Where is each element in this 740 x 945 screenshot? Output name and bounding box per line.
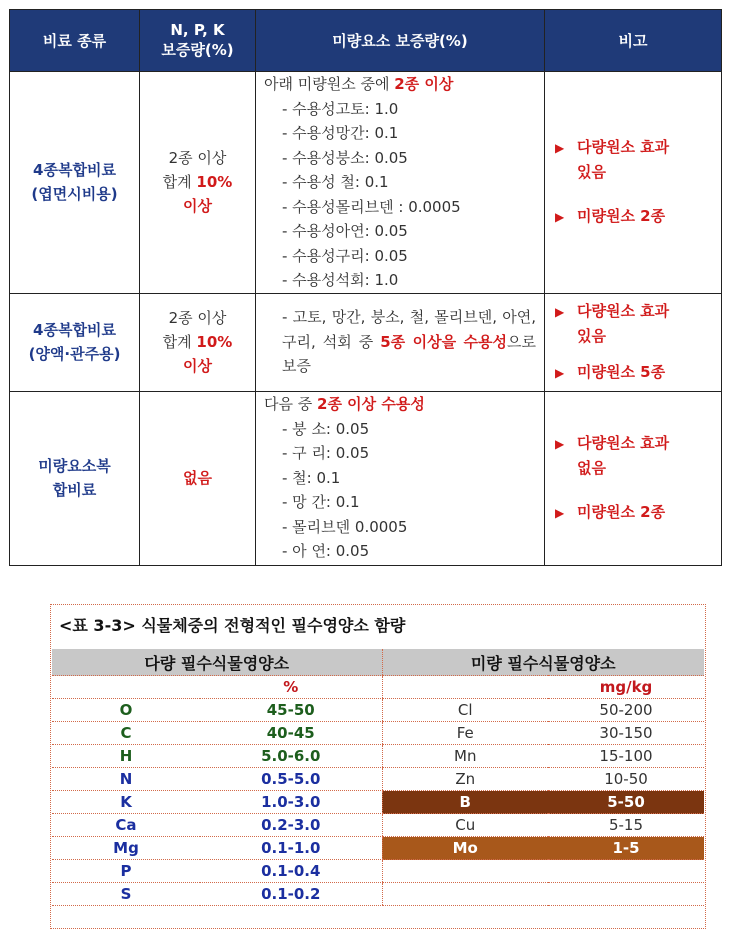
micro-para-red: 5종 이상을 수용성 (380, 332, 507, 351)
macro-header: 다량 필수식물영양소 (52, 649, 382, 676)
micro-item: - 몰리브덴 0.0005 (282, 517, 408, 536)
type-line: 합비료 (52, 481, 97, 499)
micro-item: - 붕 소: 0.05 (282, 419, 370, 438)
npk-cell (140, 391, 256, 565)
macro-value: 40-45 (200, 722, 382, 745)
micro-header: 미량 필수식물영양소 (382, 649, 704, 676)
header-npk-line2: 보증량(%) (161, 41, 234, 59)
nutrient-row (52, 768, 704, 791)
type-cell (10, 293, 140, 391)
note-line (555, 204, 715, 229)
macro-value: 45-50 (200, 699, 382, 722)
note-text: 미량원소 2종 (577, 207, 666, 226)
micro-intro-text: 아래 미량원소 중에 (264, 75, 390, 93)
micro-cell (256, 293, 545, 391)
triangle-right-icon: ▶ (555, 305, 565, 319)
header-npk (140, 10, 256, 72)
note-text: 다량원소 효과 (577, 138, 670, 157)
micro-element (382, 883, 548, 906)
macro-element: Mg (52, 837, 200, 860)
note-line (555, 299, 715, 324)
micro-item: - 망 간: 0.1 (282, 493, 360, 512)
type-line: 4종복합비료 (33, 161, 116, 180)
note-line (555, 431, 715, 456)
note-text: 미량원소 2종 (577, 503, 666, 521)
micro-intro (264, 72, 536, 97)
macro-element: P (52, 860, 200, 883)
micro-unit: mg/kg (548, 676, 704, 699)
micro-item: - 수용성망간: 0.1 (282, 124, 399, 142)
micro-intro-red: 2종 이상 (394, 75, 454, 93)
fertilizer-row (10, 391, 722, 565)
note-line: 있음 (577, 327, 606, 345)
micro-value (548, 883, 704, 906)
triangle-right-icon: ▶ (555, 366, 565, 380)
macro-element: N (52, 768, 200, 791)
fertilizer-table (9, 9, 722, 566)
note-line (555, 500, 715, 525)
nutrient-row (52, 745, 704, 768)
nutrient-row (52, 883, 704, 906)
type-line: 미량요소복 (38, 457, 111, 475)
micro-para-post: 으로 보증 (282, 332, 536, 376)
micro-intro-red: 2종 이상 수용성 (317, 395, 425, 414)
type-line: (엽면시비용) (31, 185, 118, 204)
micro-para-text: - 고토, 망간, 붕소, 철, 몰리브덴, 아연, 구리, 석회 중 (282, 308, 536, 351)
npk-line: 없음 (183, 469, 212, 487)
note-cell (545, 72, 722, 294)
micro-item: - 수용성붕소: 0.05 (282, 148, 408, 167)
micro-item: - 아 연: 0.05 (282, 542, 370, 561)
note-cell (545, 293, 722, 391)
nutrient-row (52, 791, 704, 814)
fertilizer-row (10, 293, 722, 391)
fertilizer-header-row (10, 10, 722, 72)
note-text: 미량원소 5종 (577, 363, 666, 381)
micro-paragraph (264, 305, 536, 379)
triangle-right-icon: ▶ (555, 437, 565, 451)
micro-cell (256, 391, 545, 565)
npk-line: 이상 (183, 357, 212, 375)
micro-cell (256, 72, 545, 294)
npk-text: 합계 (162, 333, 192, 351)
npk-cell (140, 72, 256, 294)
macro-unit: % (200, 676, 382, 699)
npk-line: 2종 이상 (168, 149, 227, 168)
micro-value: 5-15 (548, 814, 704, 837)
npk-line: 2종 이상 (168, 309, 227, 327)
nutrient-row (52, 814, 704, 837)
micro-item: - 철: 0.1 (282, 468, 341, 487)
header-npk-line1: N, P, K (170, 21, 225, 39)
micro-item: - 수용성구리: 0.05 (282, 246, 408, 265)
note-line: 있음 (577, 163, 606, 182)
macro-value: 5.0-6.0 (200, 745, 382, 768)
micro-item: - 구 리: 0.05 (282, 444, 370, 463)
micro-item: - 수용성아연: 0.05 (282, 222, 408, 240)
nutrient-row (52, 699, 704, 722)
macro-element: K (52, 791, 200, 814)
npk-line: 이상 (183, 197, 212, 216)
type-cell (10, 391, 140, 565)
table-caption: <표 3-3> 식물체중의 전형적인 필수영양소 함량 (59, 616, 406, 635)
note-text: 다량원소 효과 (577, 434, 670, 452)
header-type: 비료 종류 (10, 10, 140, 72)
micro-value-highlighted: 1-5 (548, 837, 704, 860)
note-cell (545, 391, 722, 565)
micro-item: - 수용성석회: 1.0 (282, 271, 399, 289)
note-line (555, 360, 715, 385)
micro-element: Cu (382, 814, 548, 837)
npk-line (141, 170, 254, 194)
triangle-right-icon: ▶ (555, 210, 565, 225)
npk-cell (140, 293, 256, 391)
macro-element: O (52, 699, 200, 722)
note-line (555, 135, 715, 160)
micro-item: - 수용성몰리브덴 : 0.0005 (282, 197, 461, 216)
unit-row (52, 676, 704, 699)
nutrient-row (52, 860, 704, 883)
micro-element-highlighted: Mo (382, 837, 548, 860)
micro-element (382, 860, 548, 883)
micro-value-highlighted: 5-50 (548, 791, 704, 814)
macro-value: 0.1-0.4 (200, 860, 382, 883)
note-line: 없음 (577, 459, 606, 477)
micro-value: 15-100 (548, 745, 704, 768)
micro-item: - 수용성고토: 1.0 (282, 99, 399, 118)
macro-element: H (52, 745, 200, 768)
header-micro: 미량요소 보증량(%) (256, 10, 545, 72)
triangle-right-icon: ▶ (555, 141, 565, 156)
micro-value: 50-200 (548, 699, 704, 722)
macro-element: S (52, 883, 200, 906)
macro-element: C (52, 722, 200, 745)
micro-element-highlighted: B (382, 791, 548, 814)
nutrient-table (52, 649, 704, 906)
micro-element: Mn (382, 745, 548, 768)
npk-percent: 10% (196, 173, 233, 192)
nutrient-table-box (50, 604, 706, 929)
npk-line (141, 330, 254, 354)
micro-element: Zn (382, 768, 548, 791)
macro-element: Ca (52, 814, 200, 837)
type-line: (양액·관주용) (28, 345, 121, 363)
nutrient-row (52, 837, 704, 860)
micro-item: - 수용성 철: 0.1 (282, 173, 389, 191)
micro-intro (264, 392, 536, 417)
micro-intro-text: 다음 중 (264, 395, 313, 414)
fertilizer-row (10, 72, 722, 294)
type-line: 4종복합비료 (33, 321, 116, 339)
micro-value: 30-150 (548, 722, 704, 745)
micro-element: Cl (382, 699, 548, 722)
triangle-right-icon: ▶ (555, 506, 565, 520)
nutrient-header-row (52, 649, 704, 676)
micro-value (548, 860, 704, 883)
macro-value: 0.2-3.0 (200, 814, 382, 837)
macro-value: 0.1-0.2 (200, 883, 382, 906)
macro-value: 0.5-5.0 (200, 768, 382, 791)
type-cell (10, 72, 140, 294)
header-note: 비고 (545, 10, 722, 72)
npk-text: 합계 (162, 173, 192, 192)
micro-element: Fe (382, 722, 548, 745)
nutrient-row (52, 722, 704, 745)
npk-percent: 10% (196, 333, 233, 351)
macro-value: 0.1-1.0 (200, 837, 382, 860)
note-text: 다량원소 효과 (577, 302, 670, 320)
macro-value: 1.0-3.0 (200, 791, 382, 814)
micro-value: 10-50 (548, 768, 704, 791)
